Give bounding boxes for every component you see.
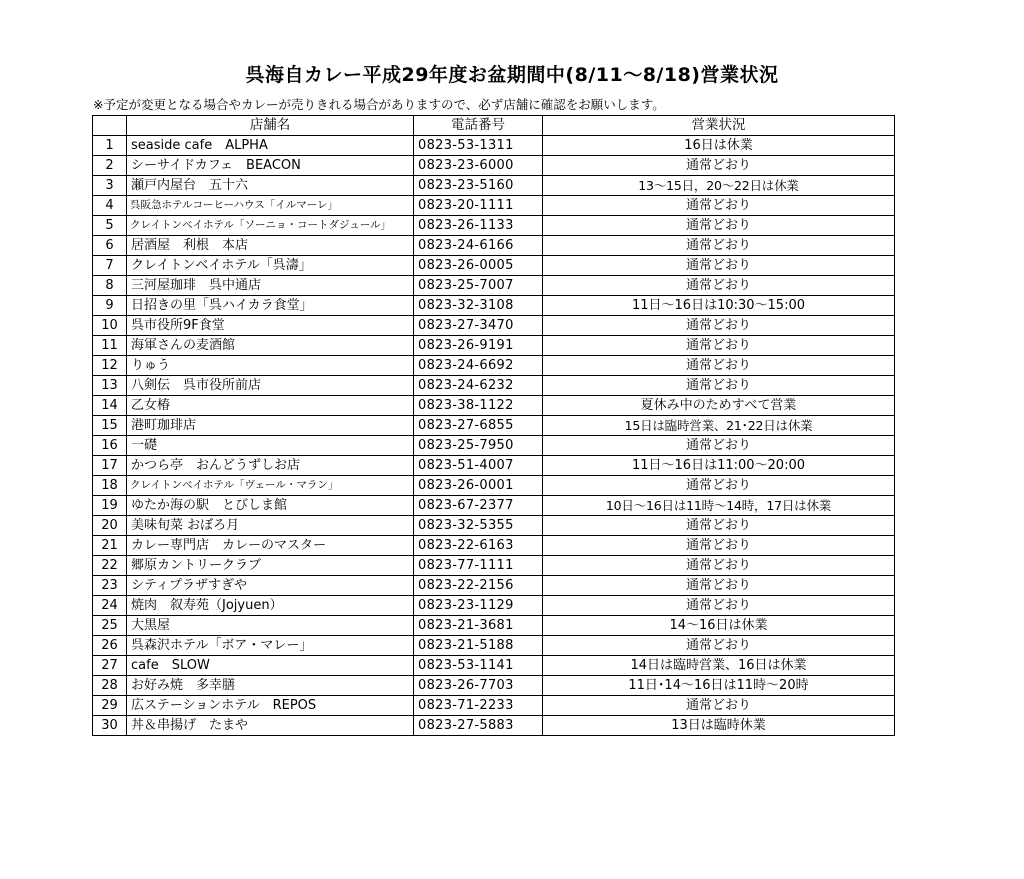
notice-text: ※予定が変更となる場合やカレーが売りきれる場合がありますので、必ず店舗に確認をお願いします。 [93, 97, 665, 112]
shop-name: 港町珈琲店 [127, 416, 414, 436]
phone-number: 0823-26-9191 [414, 336, 543, 356]
phone-number: 0823-20-1111 [414, 196, 543, 216]
table-row [93, 476, 895, 496]
table-row [93, 236, 895, 256]
table-row [93, 696, 895, 716]
business-status: 通常どおり [543, 316, 895, 336]
business-status: 13日は臨時休業 [543, 716, 895, 736]
business-status: 11日～16日は10:30～15:00 [543, 296, 895, 316]
table-row [93, 256, 895, 276]
row-number: 4 [93, 196, 127, 216]
phone-number: 0823-27-6855 [414, 416, 543, 436]
shop-name: クレイトンベイホテル「ソーニョ・コートダジュール」 [127, 216, 414, 236]
row-number: 20 [93, 516, 127, 536]
shop-name: 広ステーションホテル REPOS [127, 696, 414, 716]
header-phone: 電話番号 [414, 116, 543, 136]
row-number: 19 [93, 496, 127, 516]
phone-number: 0823-77-1111 [414, 556, 543, 576]
table-row [93, 416, 895, 436]
table-row [93, 556, 895, 576]
phone-number: 0823-27-5883 [414, 716, 543, 736]
table-row [93, 216, 895, 236]
business-status: 通常どおり [543, 216, 895, 236]
row-number: 29 [93, 696, 127, 716]
business-status: 11日･14～16日は11時～20時 [543, 676, 895, 696]
business-status: 通常どおり [543, 436, 895, 456]
table-row [93, 376, 895, 396]
table-row [93, 136, 895, 156]
phone-number: 0823-25-7950 [414, 436, 543, 456]
document-title: 呉海自カレー平成29年度お盆期間中(8/11～8/18)営業状況 [245, 64, 779, 86]
shop-name: 乙女椿 [127, 396, 414, 416]
row-number: 7 [93, 256, 127, 276]
row-number: 24 [93, 596, 127, 616]
table-row [93, 716, 895, 736]
shop-name: 呉市役所9F食堂 [127, 316, 414, 336]
row-number: 10 [93, 316, 127, 336]
table-row [93, 396, 895, 416]
table-row [93, 316, 895, 336]
table-row [93, 336, 895, 356]
table-header-row [93, 116, 895, 136]
phone-number: 0823-24-6232 [414, 376, 543, 396]
row-number: 9 [93, 296, 127, 316]
shop-name: 海軍さんの麦酒館 [127, 336, 414, 356]
shop-name: カレー専門店 カレーのマスター [127, 536, 414, 556]
phone-number: 0823-22-6163 [414, 536, 543, 556]
shop-name: クレイトンベイホテル「ヴェール・マラン」 [127, 476, 414, 496]
business-status: 11日～16日は11:00～20:00 [543, 456, 895, 476]
row-number: 16 [93, 436, 127, 456]
row-number: 11 [93, 336, 127, 356]
row-number: 27 [93, 656, 127, 676]
table-row [93, 496, 895, 516]
row-number: 14 [93, 396, 127, 416]
table-row [93, 636, 895, 656]
phone-number: 0823-22-2156 [414, 576, 543, 596]
business-status: 夏休み中のためすべて営業 [543, 396, 895, 416]
business-status: 13～15日，20～22日は休業 [543, 176, 895, 196]
phone-number: 0823-53-1141 [414, 656, 543, 676]
shop-name: りゅう [127, 356, 414, 376]
table-row [93, 536, 895, 556]
shop-name: 焼肉 叙寿苑（Jojyuen） [127, 596, 414, 616]
row-number: 5 [93, 216, 127, 236]
shop-name: 呉阪急ホテルコーヒーハウス「イルマーレ」 [127, 196, 414, 216]
table-row [93, 176, 895, 196]
business-status: 通常どおり [543, 336, 895, 356]
shop-status-table [92, 115, 895, 736]
business-status: 通常どおり [543, 596, 895, 616]
shop-name: クレイトンベイホテル「呉濤」 [127, 256, 414, 276]
shop-name: 呉森沢ホテル「ボア・マレー」 [127, 636, 414, 656]
business-status: 通常どおり [543, 696, 895, 716]
business-status: 14～16日は休業 [543, 616, 895, 636]
shop-name: cafe SLOW [127, 656, 414, 676]
table-row [93, 516, 895, 536]
table-row [93, 656, 895, 676]
phone-number: 0823-26-0005 [414, 256, 543, 276]
row-number: 3 [93, 176, 127, 196]
business-status: 10日～16日は11時～14時，17日は休業 [543, 496, 895, 516]
business-status: 通常どおり [543, 276, 895, 296]
row-number: 1 [93, 136, 127, 156]
table-row [93, 456, 895, 476]
shop-name: 一礎 [127, 436, 414, 456]
business-status: 14日は臨時営業、16日は休業 [543, 656, 895, 676]
row-number: 2 [93, 156, 127, 176]
shop-name: 三河屋珈琲 呉中通店 [127, 276, 414, 296]
phone-number: 0823-32-3108 [414, 296, 543, 316]
row-number: 22 [93, 556, 127, 576]
business-status: 通常どおり [543, 356, 895, 376]
shop-name: 郷原カントリークラブ [127, 556, 414, 576]
row-number: 13 [93, 376, 127, 396]
row-number: 18 [93, 476, 127, 496]
row-number: 30 [93, 716, 127, 736]
business-status: 通常どおり [543, 256, 895, 276]
phone-number: 0823-38-1122 [414, 396, 543, 416]
phone-number: 0823-32-5355 [414, 516, 543, 536]
business-status: 通常どおり [543, 196, 895, 216]
phone-number: 0823-71-2233 [414, 696, 543, 716]
header-status: 営業状況 [543, 116, 895, 136]
phone-number: 0823-23-5160 [414, 176, 543, 196]
phone-number: 0823-21-3681 [414, 616, 543, 636]
shop-name: お好み焼 多幸膳 [127, 676, 414, 696]
phone-number: 0823-26-1133 [414, 216, 543, 236]
business-status: 通常どおり [543, 376, 895, 396]
phone-number: 0823-23-6000 [414, 156, 543, 176]
table-row [93, 616, 895, 636]
business-status: 通常どおり [543, 236, 895, 256]
phone-number: 0823-21-5188 [414, 636, 543, 656]
business-status: 通常どおり [543, 556, 895, 576]
shop-name: シティプラザすぎや [127, 576, 414, 596]
business-status: 16日は休業 [543, 136, 895, 156]
row-number: 28 [93, 676, 127, 696]
shop-name: かつら亭 おんどうずしお店 [127, 456, 414, 476]
business-status: 通常どおり [543, 536, 895, 556]
phone-number: 0823-53-1311 [414, 136, 543, 156]
header-number [93, 116, 127, 136]
row-number: 21 [93, 536, 127, 556]
shop-name: 丼＆串揚げ たまや [127, 716, 414, 736]
table-row [93, 676, 895, 696]
table-row [93, 576, 895, 596]
phone-number: 0823-26-7703 [414, 676, 543, 696]
shop-name: seaside cafe ALPHA [127, 136, 414, 156]
table-row [93, 156, 895, 176]
row-number: 8 [93, 276, 127, 296]
business-status: 通常どおり [543, 576, 895, 596]
phone-number: 0823-23-1129 [414, 596, 543, 616]
phone-number: 0823-25-7007 [414, 276, 543, 296]
business-status: 通常どおり [543, 476, 895, 496]
shop-name: ゆたか海の駅 とびしま館 [127, 496, 414, 516]
row-number: 17 [93, 456, 127, 476]
phone-number: 0823-24-6692 [414, 356, 543, 376]
header-shop-name: 店舗名 [127, 116, 414, 136]
table-row [93, 196, 895, 216]
business-status: 通常どおり [543, 516, 895, 536]
shop-name: 日招きの里「呉ハイカラ食堂」 [127, 296, 414, 316]
table-row [93, 356, 895, 376]
phone-number: 0823-67-2377 [414, 496, 543, 516]
table-row [93, 436, 895, 456]
phone-number: 0823-26-0001 [414, 476, 543, 496]
row-number: 15 [93, 416, 127, 436]
row-number: 6 [93, 236, 127, 256]
row-number: 12 [93, 356, 127, 376]
table-row [93, 596, 895, 616]
shop-name: 居酒屋 利根 本店 [127, 236, 414, 256]
shop-name: 八剣伝 呉市役所前店 [127, 376, 414, 396]
shop-name: 美味旬菜 おぼろ月 [127, 516, 414, 536]
shop-name: シーサイドカフェ BEACON [127, 156, 414, 176]
business-status: 15日は臨時営業、21･22日は休業 [543, 416, 895, 436]
business-status: 通常どおり [543, 636, 895, 656]
row-number: 23 [93, 576, 127, 596]
shop-name: 大黒屋 [127, 616, 414, 636]
shop-name: 瀬戸内屋台 五十六 [127, 176, 414, 196]
phone-number: 0823-51-4007 [414, 456, 543, 476]
table-row [93, 276, 895, 296]
phone-number: 0823-24-6166 [414, 236, 543, 256]
phone-number: 0823-27-3470 [414, 316, 543, 336]
table-row [93, 296, 895, 316]
row-number: 25 [93, 616, 127, 636]
business-status: 通常どおり [543, 156, 895, 176]
row-number: 26 [93, 636, 127, 656]
